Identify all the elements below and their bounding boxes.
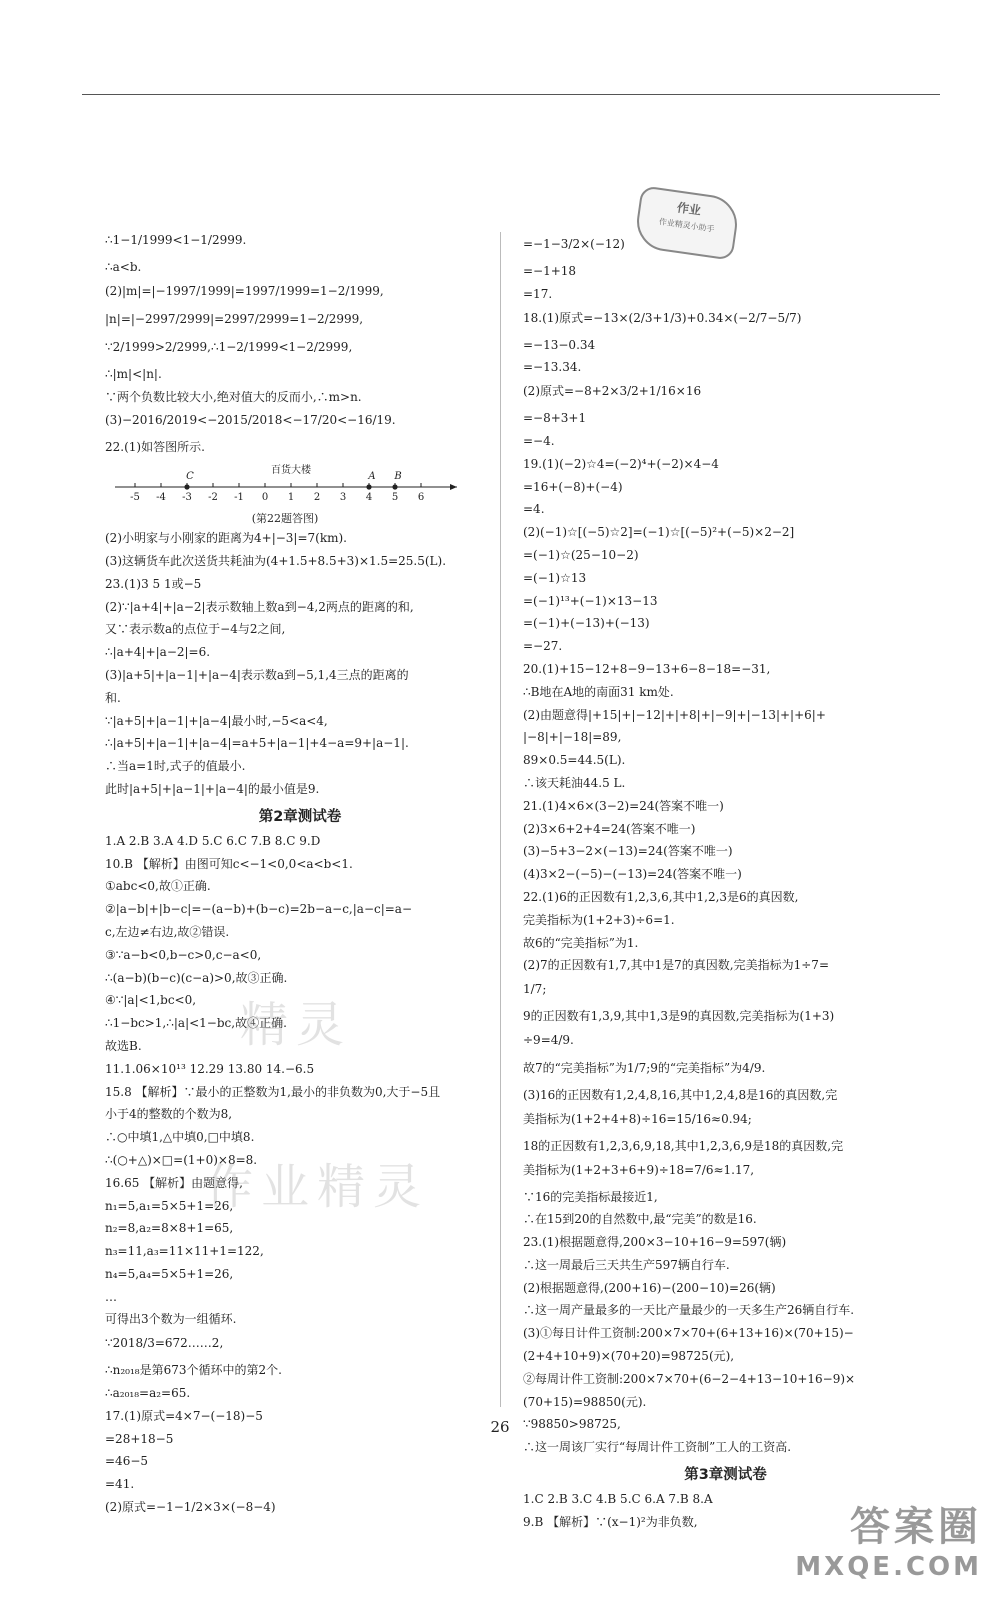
answer-line: ∵2/1999>2/2999,∴1−2/1999<1−2/2999, (105, 339, 353, 354)
answer-line: (2)原式=−8+2×3/2+1/16×16 (523, 384, 702, 399)
answer-line: ∴|m|<|n|. (105, 366, 162, 381)
number-line-point-label: B (394, 471, 402, 483)
figure-caption: (第22题答图) (251, 512, 319, 526)
answer-line: ∴a<b. (105, 260, 142, 274)
answer-line: ②|a−b|+|b−c|=−(a−b)+(b−c)=2b−a−c,|a−c|=a− (105, 902, 413, 917)
corner-logo-url: MXQE.COM (795, 1552, 982, 1582)
stamp-subtitle: 作业精灵小助手 (658, 217, 716, 234)
number-line-point (392, 485, 397, 490)
answer-line: 故6的“完美指标”为1. (523, 935, 639, 950)
answer-line: ①abc<0,故①正确. (105, 879, 211, 894)
answer-line: ∴○中填1,△中填0,□中填8. (105, 1130, 255, 1145)
number-line-svg (105, 463, 465, 509)
number-line-point-label: C (186, 471, 194, 483)
answer-line: ∴(a−b)(b−c)(c−a)>0,故③正确. (105, 970, 288, 985)
answer-line: =−1−3/2×(−12) (523, 237, 625, 251)
answer-line: (2)|m|=|−1997/1999|=1997/1999=1−2/1999, (105, 283, 384, 298)
answer-line: =−27. (523, 639, 563, 654)
answer-line: 小于4的整数的个数为8, (105, 1107, 233, 1122)
answer-line: 1.A 2.B 3.A 4.D 5.C 6.C 7.B 8.C 9.D (105, 833, 321, 848)
number-line-point-label: A (368, 471, 376, 483)
answer-line: ∴a₂₀₁₈=a₂=65. (105, 1386, 191, 1401)
number-line-tick-label: 6 (417, 492, 425, 504)
answer-line: =16+(−8)+(−4) (523, 479, 623, 494)
answer-line: 美指标为(1+2+3+6+9)÷18=7/6≈1.17, (523, 1162, 755, 1177)
section-heading-chapter-3: 第3章测试卷 (684, 1467, 767, 1484)
corner-logo (795, 1495, 982, 1582)
answer-line: 10.B 【解析】由图可知c<−1<0,0<a<b<1. (105, 856, 353, 871)
answer-line: 可得出3个数为一组循环. (105, 1312, 237, 1327)
answer-line: ∵2018/3=672……2, (105, 1336, 224, 1351)
answer-line: (2)3×6+2+4=24(答案不唯一) (523, 821, 696, 836)
answer-line: (4)3×2−(−5)−(−13)=24(答案不唯一) (523, 867, 742, 882)
answer-line: =17. (523, 286, 553, 301)
answer-line: (2)∵|a+4|+|a−2|表示数轴上数a到−4,2两点的距离的和, (105, 599, 414, 614)
answer-line: ∴在15到20的自然数中,最“完美”的数是16. (523, 1212, 757, 1227)
number-line-tick-label: 5 (391, 492, 399, 504)
answer-line: =4. (523, 502, 545, 517)
answer-line: ∴这一周该厂实行“每周计件工资制”工人的工资高. (523, 1440, 792, 1455)
answer-line: ∴B地在A地的南面31 km处. (523, 684, 674, 699)
stamp-title: 作业 (676, 200, 702, 218)
page-number: 26 (490, 1418, 510, 1436)
number-line-tick-label: 1 (287, 492, 295, 504)
answer-line: ∵|a+5|+|a−1|+|a−4|最小时,−5<a<4, (105, 713, 328, 728)
answer-line: =−13−0.34 (523, 337, 596, 352)
answer-line: ④∵|a|<1,bc<0, (105, 993, 197, 1008)
answer-line: 22.(1)6的正因数有1,2,3,6,其中1,2,3是6的真因数, (523, 889, 799, 904)
answer-line: 完美指标为(1+2+3)÷6=1. (523, 912, 675, 927)
answer-line: (2)7的正因数有1,7,其中1是7的真因数,完美指标为1÷7= (523, 958, 829, 973)
answer-line: (2)(−1)☆[(−5)☆2]=(−1)☆[(−5)²+(−5)×2−2] (523, 525, 795, 540)
answer-line: ∴n₂₀₁₈是第673个循环中的第2个. (105, 1363, 282, 1378)
answer-line: 16.65 【解析】由题意得, (105, 1175, 243, 1190)
answer-line: (2)根据题意得,(200+16)−(200−10)=26(辆) (523, 1280, 776, 1295)
number-line-tick-label: -1 (234, 492, 244, 504)
answer-line: =(−1)☆13 (523, 570, 587, 585)
answer-line: n₄=5,a₄=5×5+1=26, (105, 1266, 234, 1281)
answer-line: 9.B 【解析】∵(x−1)²为非负数, (523, 1514, 698, 1529)
answer-line: =46−5 (105, 1454, 149, 1469)
answer-line: (2)由题意得|+15|+|−12|+|+8|+|−9|+|−13|+|+6|+ (523, 707, 826, 722)
column-divider (500, 232, 501, 1407)
answer-line: 故选B. (105, 1038, 142, 1053)
answer-line: =−13.34. (523, 360, 582, 375)
answer-line: (2+4+10+9)×(70+20)=98725(元), (523, 1349, 735, 1364)
answer-line: 故7的“完美指标”为1/7;9的“完美指标”为4/9. (523, 1060, 766, 1075)
answer-line: =(−1)☆(25−10−2) (523, 547, 639, 562)
answer-line: 15.8 【解析】∵最小的正整数为1,最小的非负数为0,大于−5且 (105, 1084, 441, 1099)
answer-line: |−8|+|−18|=89, (523, 730, 622, 745)
answer-line: 1/7; (523, 982, 547, 997)
answer-line: =(−1)¹³+(−1)×13−13 (523, 593, 658, 608)
answer-line: =28+18−5 (105, 1431, 174, 1446)
section-heading-chapter-2: 第2章测试卷 (258, 808, 342, 825)
answer-line: ∴1−1/1999<1−1/2999. (105, 233, 247, 247)
number-line-tick-label: 2 (313, 492, 321, 504)
answer-line: =−8+3+1 (523, 411, 587, 426)
answer-line: 23.(1)根据题意得,200×3−10+16−9=597(辆) (523, 1235, 787, 1250)
answer-line: (3)这辆货车此次送货共耗油为(4+1.5+8.5+3)×1.5=25.5(L). (105, 553, 447, 568)
corner-logo-text: 答案圈 (850, 1504, 982, 1550)
answer-line: (70+15)=98850(元). (523, 1394, 647, 1409)
answer-line: n₁=5,a₁=5×5+1=26, (105, 1198, 234, 1213)
left-column (105, 232, 495, 1523)
answer-line: ∵98850>98725, (523, 1417, 621, 1432)
number-line-tick-label: -4 (156, 492, 166, 504)
answer-line: (2)原式=−1−1/2×3×(−8−4) (105, 1500, 276, 1515)
number-line-figure (105, 463, 495, 525)
number-line-tick-label: 3 (339, 492, 347, 504)
answer-line: ∵两个负数比较大小,绝对值大的反而小,∴m>n. (105, 389, 362, 404)
answer-line: (3)①每日计件工资制:200×7×70+(6+13+16)×(70+15)− (523, 1326, 854, 1341)
number-line-tick-label: 4 (365, 492, 373, 504)
answer-line: (3)|a+5|+|a−1|+|a−4|表示数a到−5,1,4三点的距离的 (105, 667, 409, 682)
answer-line: ∴当a=1时,式子的值最小. (105, 759, 246, 774)
answer-line: 19.(1)(−2)☆4=(−2)⁴+(−2)×4−4 (523, 456, 719, 471)
number-line-tick-label: -5 (130, 492, 140, 504)
number-line-tick-label: -2 (208, 492, 218, 504)
answer-line: 21.(1)4×6×(3−2)=24(答案不唯一) (523, 798, 724, 813)
answer-line: 89×0.5=44.5(L). (523, 753, 626, 768)
number-line-tick-label: 0 (261, 492, 269, 504)
answer-line: 1.C 2.B 3.C 4.B 5.C 6.A 7.B 8.A (523, 1492, 713, 1507)
answer-line: =(−1)+(−13)+(−13) (523, 616, 650, 631)
answer-line: 18.(1)原式=−13×(2/3+1/3)+0.34×(−2/7−5/7) (523, 310, 802, 325)
answer-line: 22.(1)如答图所示. (105, 440, 205, 455)
answer-line: n₂=8,a₂=8×8+1=65, (105, 1221, 234, 1236)
answer-line: ÷9=4/9. (523, 1032, 574, 1047)
answer-line: ∴|a+5|+|a−1|+|a−4|=a+5+|a−1|+4−a=9+|a−1|. (105, 736, 409, 751)
answer-line: (3)−5+3−2×(−13)=24(答案不唯一) (523, 844, 733, 859)
answer-line: n₃=11,a₃=11×11+1=122, (105, 1244, 264, 1259)
answer-line: ∴1−bc>1,∴|a|<1−bc,故④正确. (105, 1016, 287, 1031)
number-line-arrow-icon (450, 484, 457, 490)
answer-line: (2)小明家与小刚家的距离为4+|−3|=7(km). (105, 531, 347, 546)
right-column (523, 236, 928, 1538)
answer-line: ∴该天耗油44.5 L. (523, 775, 626, 790)
answer-line: (3)−2016/2019<−2015/2018<−17/20<−16/19. (105, 413, 396, 428)
answer-line: 17.(1)原式=4×7−(−18)−5 (105, 1408, 263, 1423)
answer-line: 18的正因数有1,2,3,6,9,18,其中1,2,3,6,9是18的真因数,完 (523, 1138, 844, 1153)
answer-line: 和. (105, 690, 121, 705)
answer-line: 又∵表示数a的点位于−4与2之间, (105, 622, 286, 637)
answer-line: 23.(1)3 5 1或−5 (105, 576, 202, 591)
answer-line: … (105, 1289, 117, 1304)
answer-line: ③∵a−b<0,b−c>0,c−a<0, (105, 947, 262, 962)
answer-line: ∴|a+4|+|a−2|=6. (105, 645, 211, 660)
answer-line: ∴(○+△)×□=(1+0)×8=8. (105, 1152, 258, 1167)
answer-line: ∴这一周最后三天共生产597辆自行车. (523, 1257, 730, 1272)
watermark: 作业精灵 (205, 1159, 430, 1215)
answer-line: c,左边≠右边,故②错误. (105, 924, 230, 939)
answer-line: (3)16的正因数有1,2,4,8,16,其中1,2,4,8是16的真因数,完 (523, 1087, 838, 1102)
answer-line: 美指标为(1+2+4+8)÷16=15/16≈0.94; (523, 1111, 752, 1126)
answer-line: ∴这一周产量最多的一天比产量最少的一天多生产26辆自行车. (523, 1303, 855, 1318)
number-line-point (184, 485, 189, 490)
answer-line: =41. (105, 1477, 135, 1492)
answer-line: 9的正因数有1,3,9,其中1,3是9的真因数,完美指标为(1+3) (523, 1009, 835, 1024)
answer-line: ∵16的完美指标最接近1, (523, 1189, 658, 1204)
watermark: 精灵 (240, 997, 353, 1053)
answer-line: ②每周计件工资制:200×7×70+(6−2−4+13−10+16−9)× (523, 1371, 856, 1386)
answer-line: 20.(1)+15−12+8−9−13+6−8−18=−31, (523, 661, 771, 676)
number-line-point (366, 485, 371, 490)
answer-line: 此时|a+5|+|a−1|+|a−4|的最小值是9. (105, 781, 320, 796)
answer-line: =−1+18 (523, 264, 577, 278)
top-rule (82, 94, 940, 95)
number-line-store-label: 百货大楼 (271, 465, 311, 477)
number-line-tick-label: -3 (182, 492, 192, 504)
answer-line: |n|=|−2997/2999|=2997/2999=1−2/2999, (105, 311, 364, 326)
answer-line: =−4. (523, 433, 555, 448)
answer-line: 11.1.06×10¹³ 12.29 13.80 14.−6.5 (105, 1061, 315, 1076)
